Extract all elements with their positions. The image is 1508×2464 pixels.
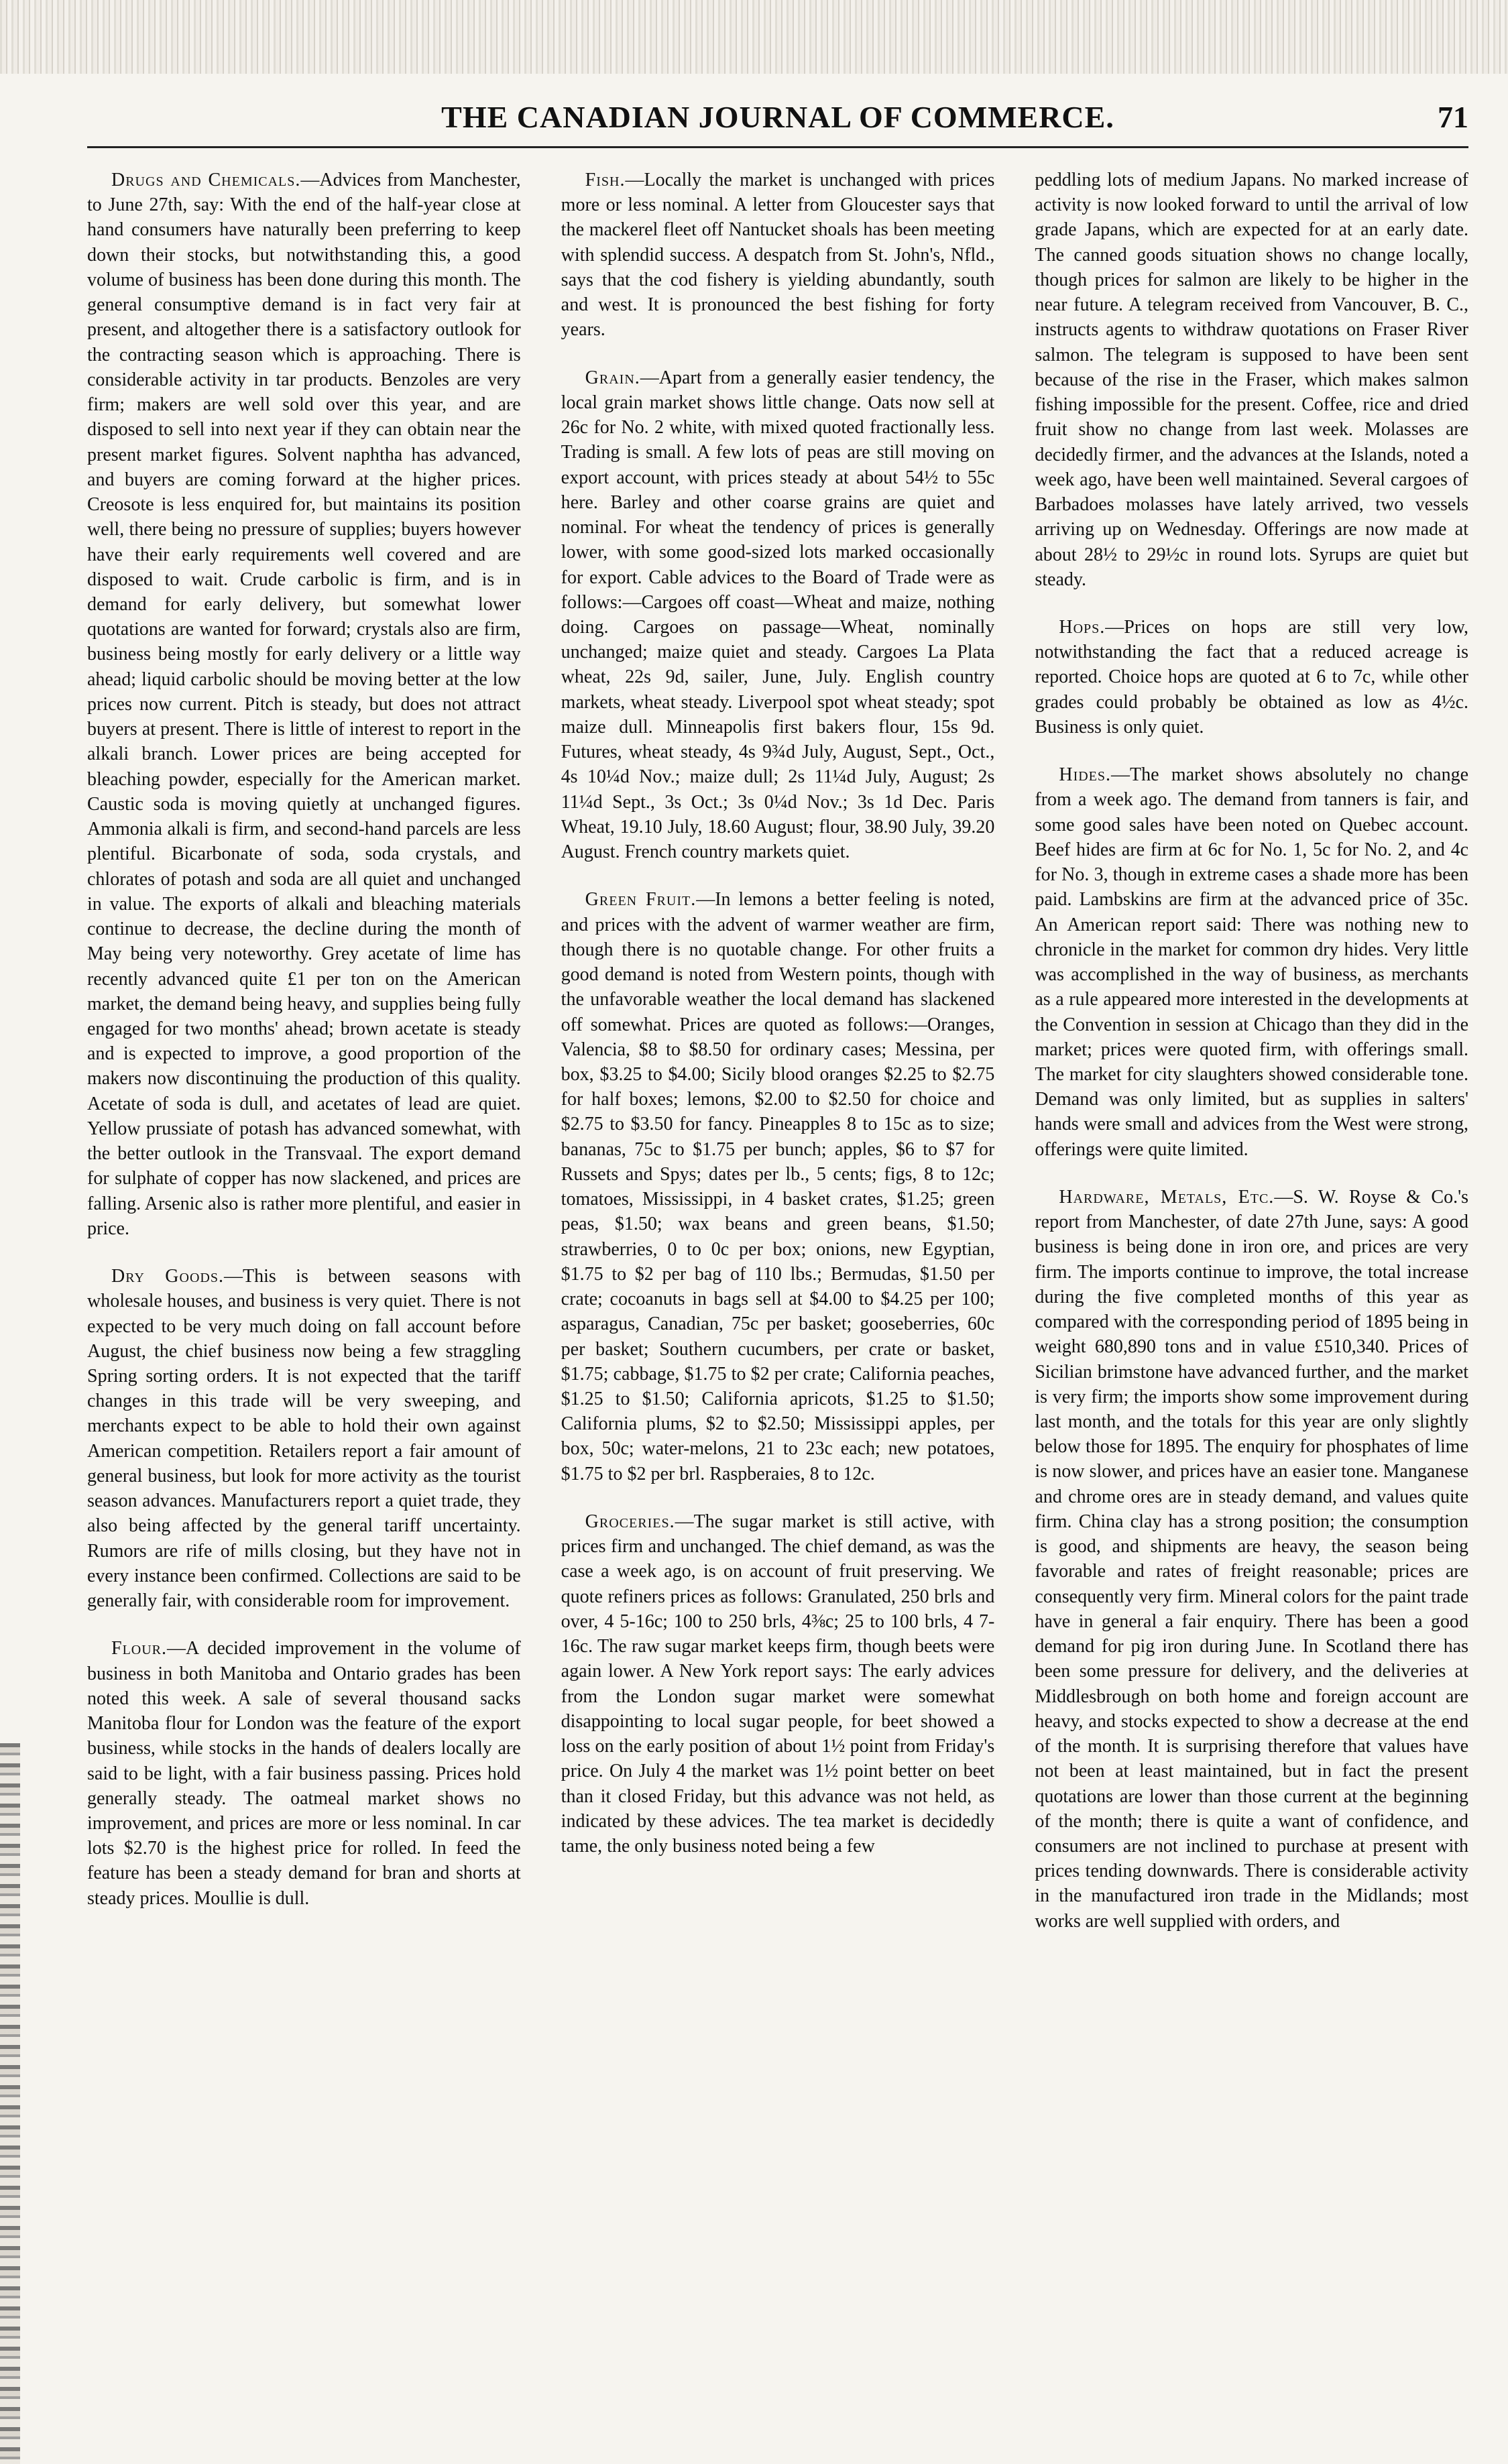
section-groceries	[561, 1509, 995, 1859]
section-heading: Hops.	[1059, 616, 1106, 638]
section-heading: Hides.	[1059, 764, 1112, 786]
section-hops	[1035, 615, 1468, 740]
column-1	[87, 168, 521, 2441]
section-groceries-continued	[1035, 168, 1468, 592]
section-fish	[561, 168, 995, 343]
section-heading: Dry Goods.	[111, 1266, 224, 1287]
section-body: —The sugar market is still active, with prices firm and unchanged. The chief demand, as was the case a week ago, is on account of fruit preserving. We quote refiners prices as follows: Granulated, 250 brls and over, 4 5-16c; 100 to 250 brls, 4⅜c; 25 to 100 brls, 4 7-16c. The raw sugar market keeps firm, though beets were again lower. A New York report says: The early advices from the London sugar market were somewhat disappointing to local sugar people, for beet showed a loss on the early position of about 1½ point from Friday's price. On July 4 the market was 1½ point better on beet than it closed Friday, but this advance was not held, as indicated by these advices. The tea market is decidedly tame, the only business noted being a few	[561, 1511, 995, 1857]
section-heading: Groceries.	[585, 1511, 675, 1532]
section-body: —Prices on hops are still very low, notwithstanding the fact that a reduced acreage is reported. Choice hops are quoted at 6 to 7c, while other grades could probably be obtained as low as 4½c. Business is only quiet.	[1035, 616, 1468, 738]
page-number: 71	[1438, 100, 1468, 134]
scan-noise-strip	[0, 0, 1508, 74]
section-body: —This is between seasons with wholesale houses, and business is very quiet. There is not expected to be very much doing on fall account before August, the chief business now being a few straggling Spring sorting orders. It is not expected that the tariff changes in this trade will be very sweeping, and merchants expect to be able to hold their own against American competition. Retailers report a fair amount of general business, but look for more activity as the tourist season advances. Manufacturers report a quiet trade, they also being affected by the general tariff uncertainty. Rumors are rife of mills closing, but they have not in every instance been confirmed. Collections are said to be generally fair, with considerable room for improvement.	[87, 1266, 521, 1612]
section-hardware-metals	[1035, 1185, 1468, 1934]
section-heading: Green Fruit.	[585, 889, 697, 911]
column-2	[561, 168, 995, 2441]
section-heading: Fish.	[585, 170, 626, 190]
section-hides	[1035, 762, 1468, 1162]
page-header	[87, 94, 1468, 141]
section-body: —The market shows absolutely no change from a week ago. The demand from tanners is fair, and some good sales have been noted on Quebec account. Beef hides are firm at 6c for No. 1, 5c for No. 2, and 4c for No. 3, though in extreme cases a shade more has been paid. Lambskins are firm at the advanced price of 35c. An American report said: There was nothing new to chronicle in the market for common dry hides. Very little was accomplished in the way of business, as merchants as a rule appeared more interested in the developments at the Convention in session at Chicago than they did in the market; prices were quoted firm, with offerings small. The market for city slaughters showed considerable tone. Demand was only limited, but as supplies in salters' hands were small and advices from the West were strong, offerings were quite limited.	[1035, 764, 1468, 1160]
section-dry-goods	[87, 1264, 521, 1613]
section-body: —Apart from a generally easier tendency, the local grain market shows little change. Oats now sell at 26c for No. 2 white, with mixed quoted fractionally less. Trading is small. A few lots of peas are still moving on export account, with prices steady at about 54½ to 55c here. Barley and other coarse grains are quiet and nominal. For wheat the tendency of prices is generally lower, with some good-sized lots marked occasionally for export. Cable advices to the Board of Trade were as follows:—Cargoes off coast—Wheat and maize, nothing doing. Cargoes on passage—Wheat, nominally unchanged; maize quiet and steady. Cargoes La Plata wheat, 22s 9d, sailer, June, July. English country markets, wheat steady. Liverpool spot wheat steady; spot maize dull. Minneapolis first bakers flour, 15s 9d. Futures, wheat steady, 4s 9¾d July, August, Sept., Oct., 4s 10¼d Nov.; maize dull; 2s 11¼d July, August; 2s 11¼d Sept., 3s Oct.; 3s 0¼d Nov.; 3s 1d Dec. Paris Wheat, 19.10 July, 18.60 August; flour, 38.90 July, 39.20 August. French country markets quiet.	[561, 367, 995, 863]
journal-title: THE CANADIAN JOURNAL OF COMMERCE.	[441, 100, 1114, 134]
section-body: —Advices from Manchester, to June 27th, say: With the end of the half-year close at hand consumers have naturally been preferring to keep down their stocks, but notwithstanding this, a good volume of business has been done during this month. The general consumptive demand is in fact very fair at present, and altogether there is a satisfactory outlook for the contracting season which is approaching. There is considerable activity in tar products. Benzoles are very firm; makers are well sold over this year, and are disposed to sell into next year if they can obtain near the present market figures. Solvent naphtha has advanced, and buyers are coming forward at the higher prices. Creosote is less enquired for, but maintains its position well, there being no pressure of supplies; buyers however have their early requirements well covered and are disposed to wait. Crude carbolic is firm, and is in demand for early delivery, but somewhat lower quotations are wanted for forward; crystals also are firm, business being mostly for early delivery or a little way ahead; liquid carbolic should be moving better at the low prices now current. Pitch is steady, but does not attract buyers at present. There is little of interest to report in the alkali branch. Lower prices are being accepted for bleaching powder, especially for the American market. Caustic soda is moving quietly at unchanged figures. Ammonia alkali is firm, and second-hand parcels are less plentiful. Bicarbonate of soda, soda crystals, and chlorates of potash and soda are all quiet and unchanged in value. The exports of alkali and bleaching materials continue to decrease, the decline during the month of May being very noteworthy. Grey acetate of lime has recently advanced quite £1 per ton on the American market, the demand being heavy, and supplies being fully engaged for two months' ahead; brown acetate is steady and is expected to improve, a good proportion of the makers now discontinuing the production of this quality. Acetate of soda is dull, and acetates of lead are quiet. Yellow prussiate of potash has advanced somewhat, with the better outlook in the Transvaal. The export demand for sulphate of copper has now slackened, and prices are falling. Arsenic also is rather more plentiful, and easier in price.	[87, 170, 521, 1239]
section-heading: Hardware, Metals, Etc.	[1059, 1186, 1275, 1208]
section-grain	[561, 365, 995, 865]
section-heading: Drugs and Chemicals.	[111, 170, 301, 190]
section-body: —S. W. Royse & Co.'s report from Manchester, of date 27th June, says: A good business is being done in iron ore, and prices are very firm. The imports continue to improve, the total increase during the five completed months of this year as compared with the corresponding period of 1895 being in weight 680,890 tons and in value £510,340. Prices of Sicilian brimstone have advanced further, and the market is very firm; the imports show some improvement during last month, and the totals for this year are only slightly below those for 1895. The enquiry for phosphates of lime is now slower, and prices have an easier tone. Manganese and chrome ores are in steady demand, and values quite firm. China clay has a strong position; the consumption is good, and shipments are heavy, the season being favorable and rates of freight reasonable; prices are consequently very firm. Mineral colors for the paint trade have in general a fair enquiry. There has been a good demand for pig iron during June. In Scotland there has been some pressure for delivery, and the deliveries at Middlesbrough on both home and foreign account are heavy, and stocks expected to show a decrease at the end of the month. It is surprising therefore that values have not been at least maintained, but in fact the present quotations are lower than those current at the beginning of the month; there is quite a want of confidence, and consumers are not inclined to purchase at present with prices tending downwards. There is considerable activity in the manufactured iron trade in the Midlands; most works are well supplied with orders, and	[1035, 1186, 1468, 1932]
section-drugs-chemicals	[87, 168, 521, 1241]
section-body: —In lemons a better feeling is noted, and prices with the advent of warmer weather are firm, though there is no quotable change. For other fruits a good demand is noted from Western points, though with the unfavorable weather the local demand has slackened off somewhat. Prices are quoted as follows:—Oranges, Valencia, $8 to $8.50 for ordinary cases; Messina, per box, $3.25 to $4.00; Sicily blood oranges $2.25 to $2.75 for half boxes; lemons, $2.00 to $2.50 for choice and $2.75 to $3.50 for fancy. Pineapples 8 to 15c as to size; bananas, 75c to $1.75 per bunch; apples, $6 to $7 for Russets and Spys; dates per lb., 5 cents; figs, 8 to 12c; tomatoes, Mississippi, in 4 basket crates, $1.25; green peas, $1.50; wax beans and green beans, $1.50; strawberries, 0 to 0c per box; onions, new Egyptian, $1.75 to $2 per bag of 110 lbs.; Bermudas, $1.50 per crate; cocoanuts in bags sell at $4.00 to $4.25 per 100; asparagus, Canadian, 75c per basket; gooseberries, 60c per basket; Southern cucumbers, per crate or basket, $1.75; cabbage, $1.75 to $2 per crate; California peaches, $1.25 to $1.50; California apricots, $1.25 to $1.50; California plums, $2 to $2.50; Mississippi apples, per box, 50c; water-melons, 21 to 23c each; new potatoes, $1.75 to $2 per brl. Raspberaies, 8 to 12c.	[561, 889, 995, 1484]
section-body: peddling lots of medium Japans. No marked increase of activity is now looked forward to until the arrival of low grade Japans, which are expected for at an early date. The canned goods situation shows no change locally, though prices for salmon are likely to be higher in the near future. A telegram received from Vancouver, B. C., instructs agents to withdraw quotations on Fraser River salmon. The telegram is supposed to have been sent because of the rise in the Fraser, which makes salmon fishing impossible for the present. Coffee, rice and dried fruit show no change from last week. Molasses are decidedly firmer, and the advances at the Islands, noted a week ago, have been well maintained. Several cargoes of Barbadoes molasses have lately arrived, two vessels arriving up on Wednesday. Offerings are now made at about 28½ to 29½c in round lots. Syrups are quiet but steady.	[1035, 170, 1468, 590]
section-heading: Flour.	[111, 1638, 168, 1659]
section-heading: Grain.	[585, 367, 640, 388]
section-flour	[87, 1636, 521, 1911]
article-columns	[87, 168, 1468, 2441]
section-body: —A decided improvement in the volume of business in both Manitoba and Ontario grades has been noted this week. A sale of several thousand sacks Manitoba flour for London was the feature of the export business, while stocks in the hands of dealers locally are said to be light, with a fair business passing. Prices hold generally steady. The oatmeal market shows no improvement, and prices are more or less nominal. In car lots $2.70 is the highest price for rolled. In feed the feature has been a steady demand for bran and shorts at steady prices. Moullie is dull.	[87, 1638, 521, 1909]
section-green-fruit	[561, 887, 995, 1486]
section-body: —Locally the market is unchanged with prices more or less nominal. A letter from Gloucester says that the mackerel fleet off Nantucket shoals has been meeting with splendid success. A despatch from St. John's, Nfld., says that the cod fishery is yielding abundantly, south and west. It is pronounced the best fishing for forty years.	[561, 170, 995, 341]
header-rule	[87, 146, 1468, 148]
column-3	[1035, 168, 1468, 2441]
scan-edge-mark	[0, 1743, 20, 2464]
